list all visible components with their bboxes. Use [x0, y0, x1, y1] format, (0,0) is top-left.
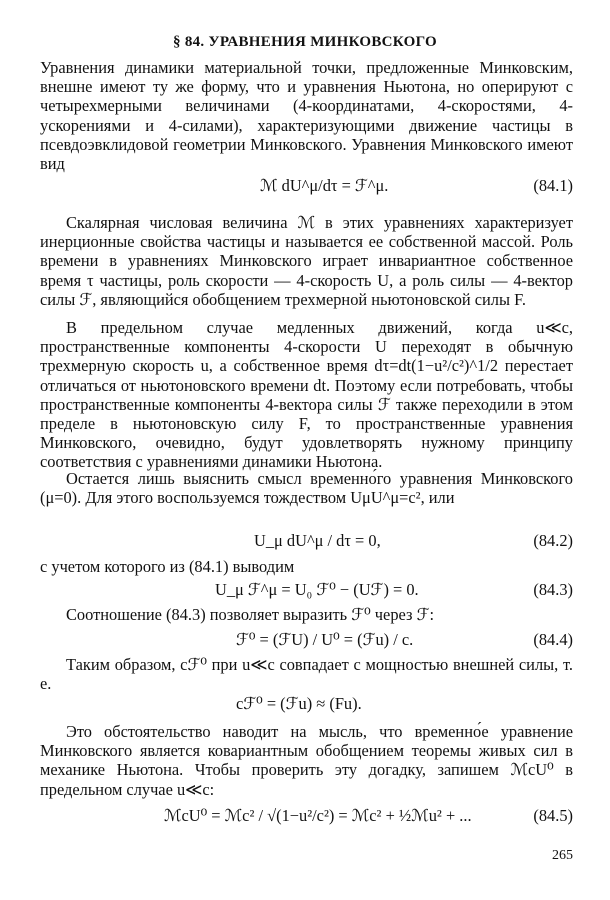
- equation-84-5-number: (84.5): [533, 806, 573, 825]
- paragraph-4: Остается лишь выяснить смысл временно́го уравнения Минковского (μ=0). Для этого воспользуемся тождеством UμU^μ=c², или: [40, 469, 573, 508]
- section-title: § 84. УРАВНЕНИЯ МИНКОВСКОГО: [172, 34, 438, 50]
- equation-84-4-formula: ℱ⁰ = (ℱU) / U⁰ = (ℱu) / c.: [236, 630, 414, 649]
- equation-84-3-number: (84.3): [533, 580, 573, 599]
- page-number: 265: [552, 848, 573, 863]
- equation-power: [40, 694, 573, 720]
- equation-84-4-number: (84.4): [533, 630, 573, 649]
- equation-84-1-formula: ℳ dU^μ/dτ = ℱ^μ.: [260, 176, 389, 195]
- paragraph-5: с учетом которого из (84.1) выводим: [40, 557, 295, 576]
- equation-84-4: [40, 630, 573, 656]
- paragraph-8: Это обстоятельство наводит на мысль, что временно́е уравнение Минковского является ковариантным обобщением теоремы живых сил в механике Ньютона. Чтобы проверить эту догадку, запишем ℳcU⁰ в предельном случае u≪c:: [40, 722, 573, 799]
- equation-84-1: [40, 176, 573, 202]
- equation-84-2-number: (84.2): [533, 531, 573, 550]
- equation-84-2-formula: U_μ dU^μ / dτ = 0,: [254, 531, 381, 550]
- equation-84-5-formula: ℳcU⁰ = ℳc² / √(1−u²/c²) = ℳc² + ½ℳu² + ...: [164, 806, 472, 825]
- equation-84-1-number: (84.1): [533, 176, 573, 195]
- paragraph-2: Скалярная числовая величина ℳ в этих уравнениях характеризует инерционные свойства частицы и называется ее собственной массой. Роль времени в уравнениях Минковского играет инвариантное собственное время τ частицы, роль скорости — 4-скорость U, а роль силы — 4-вектор силы ℱ, являющийся обобщением трехмерной ньютоновской силы F.: [40, 213, 573, 309]
- equation-84-5: [40, 806, 573, 832]
- paragraph-6: Соотношение (84.3) позволяет выразить ℱ⁰ через ℱ:: [66, 605, 435, 624]
- paragraph-1: Уравнения динамики материальной точки, предложенные Минковским, внешне имеют ту же форму, что и уравнения Ньютона, но оперируют с четырехмерными величинами (4-координатами, 4-скоростями, 4-ускорениями и 4-силами), характеризующими движение частицы в псевдоэвклидовой геометрии Минковского. Уравнения Минковского имеют вид: [40, 58, 573, 174]
- equation-84-2: [40, 531, 573, 557]
- equation-84-3: [40, 580, 573, 606]
- equation-power-formula: cℱ⁰ = (ℱu) ≈ (Fu).: [236, 694, 362, 713]
- equation-84-3-formula: U_μ ℱ^μ = U₀ ℱ⁰ − (Uℱ) = 0.: [215, 580, 419, 599]
- paragraph-3: В предельном случае медленных движений, когда u≪c, пространственные компоненты 4-скорости U переходят в обычную трехмерную скорость u, а собственное время dτ=dt(1−u²/c²)^1/2 перестает отличаться от ньютоновского времени dt. Поэтому если потребовать, чтобы пространственные компоненты 4-вектора силы ℱ также переходили в этом пределе в ньютоновскую силу F, то пространственные уравнения Минковского, очевидно, будут удовлетворять нужному принципу соответствия с уравнениями динамики Ньютона.: [40, 318, 573, 472]
- paragraph-7: Таким образом, cℱ⁰ при u≪c совпадает с мощностью внешней силы, т. е.: [40, 655, 573, 694]
